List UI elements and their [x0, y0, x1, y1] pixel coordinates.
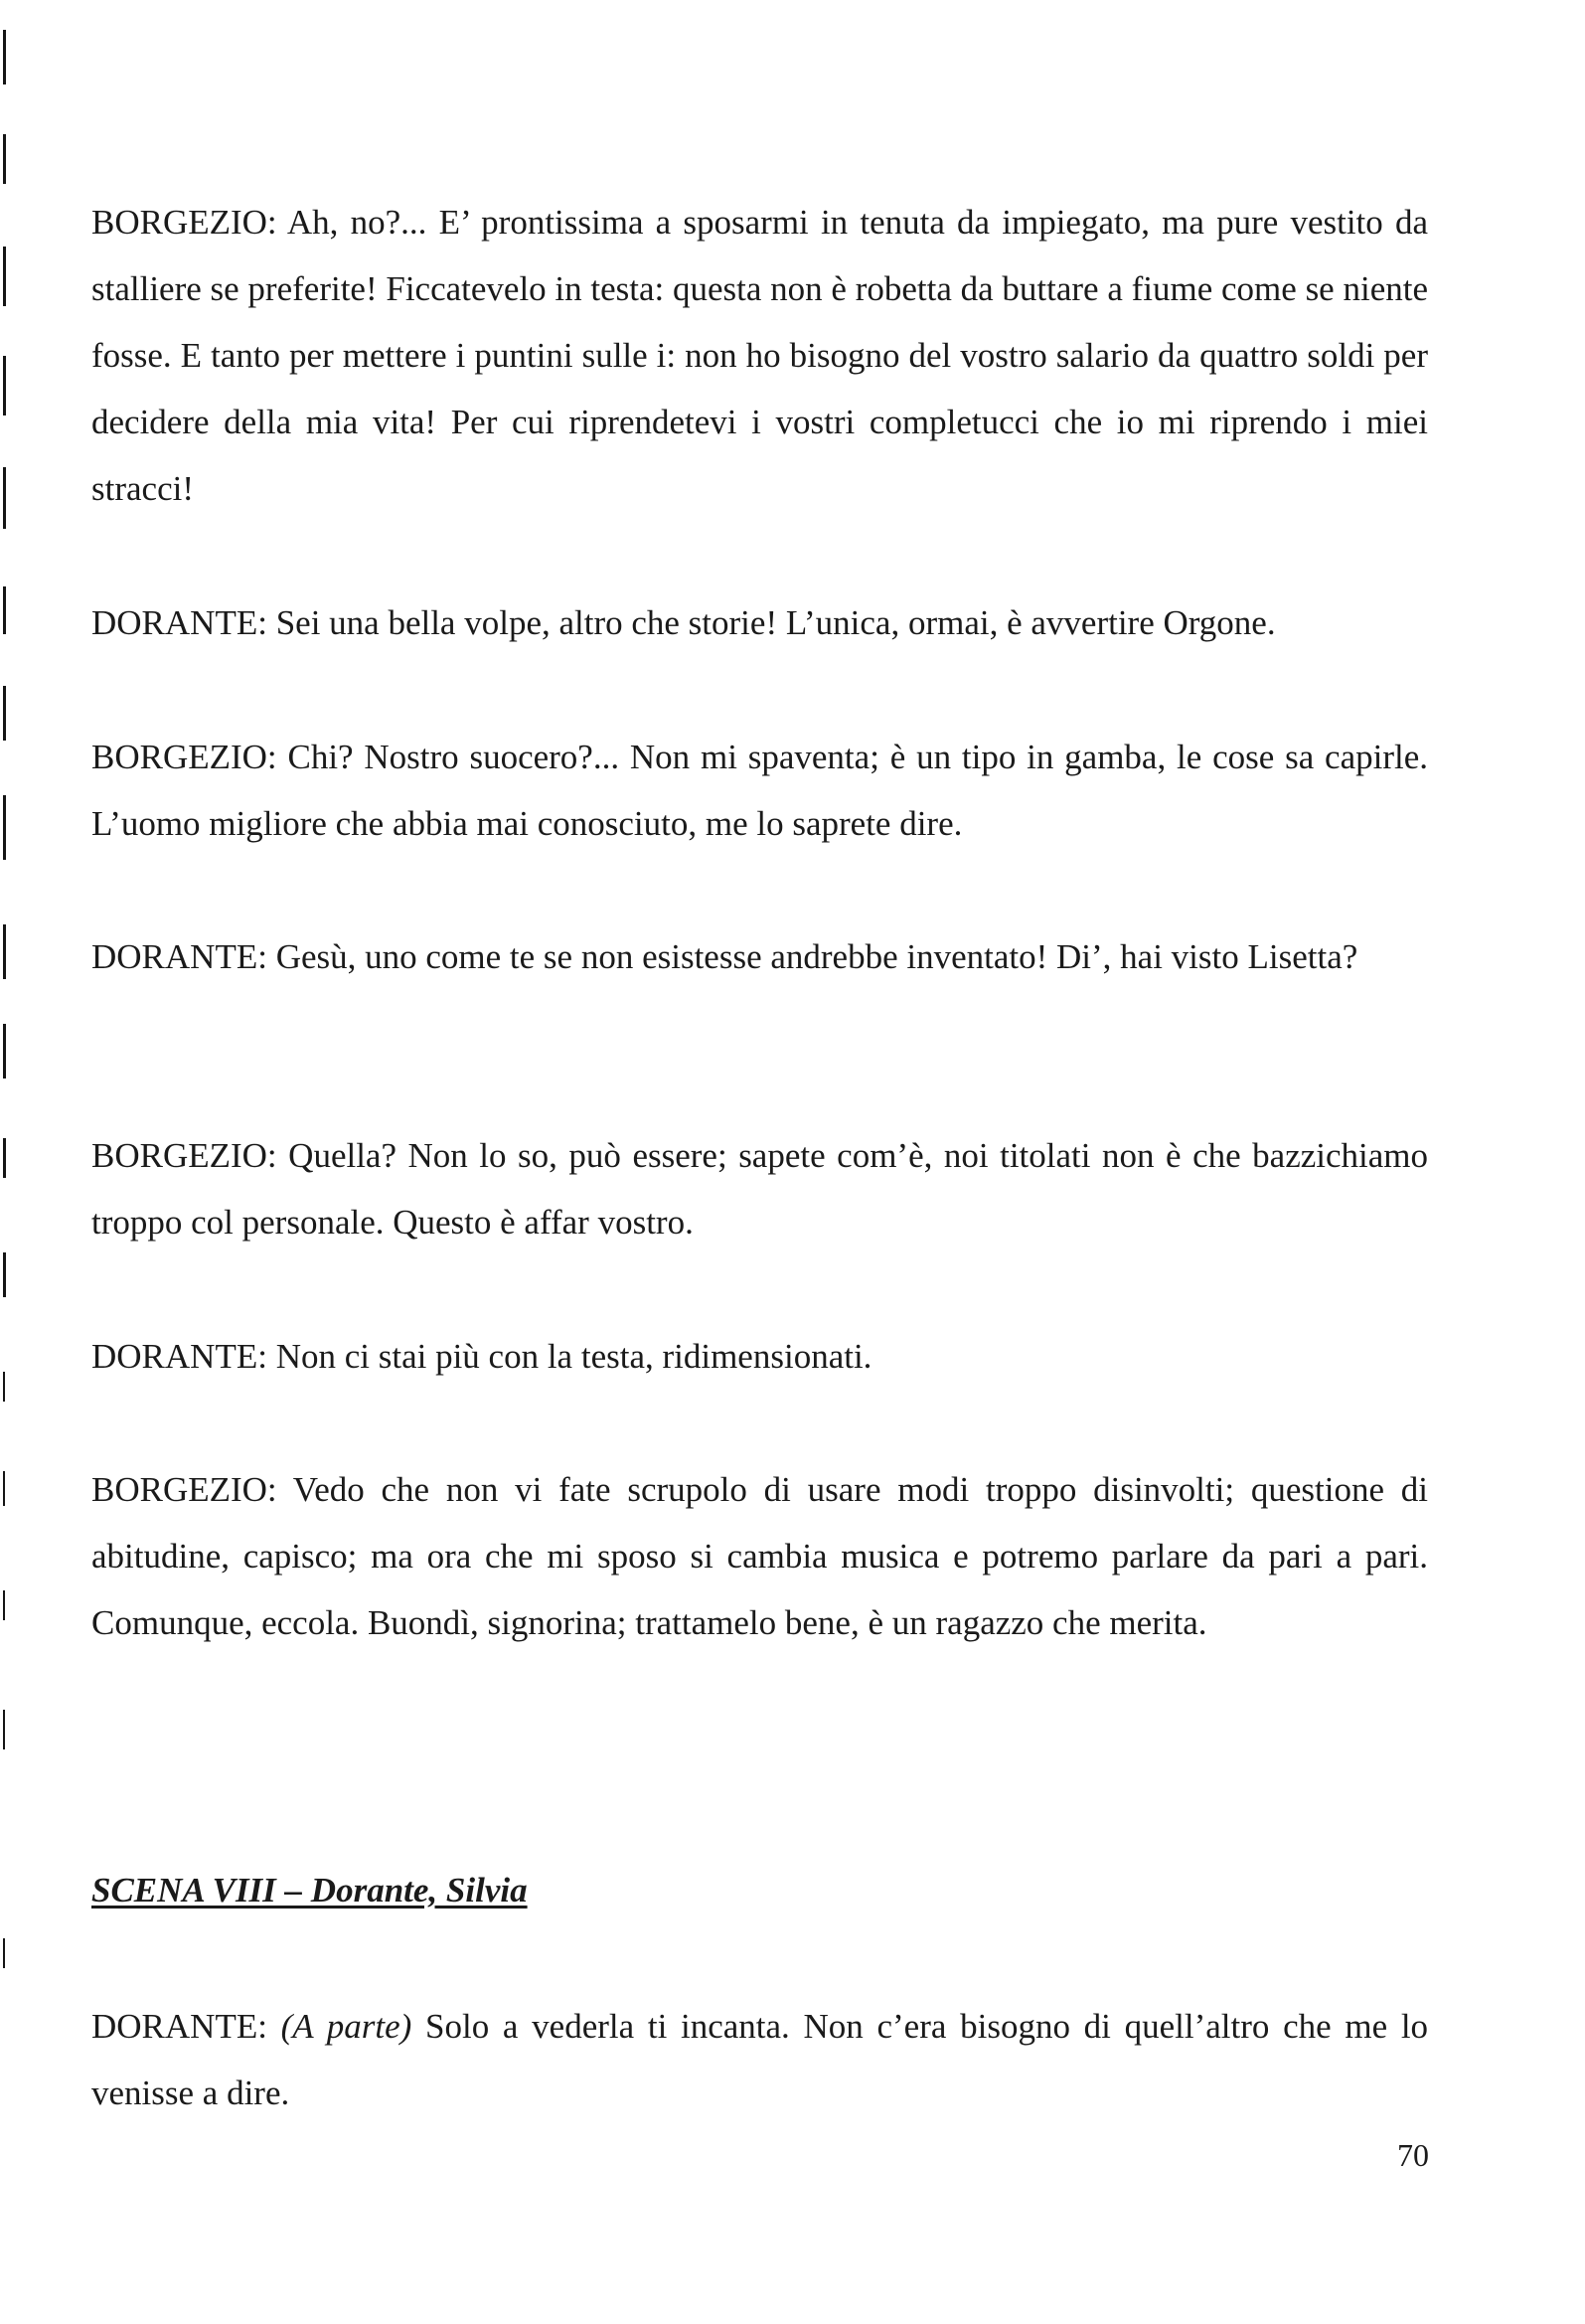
scan-edge-marks	[0, 0, 12, 2324]
speaker-name: DORANTE:	[91, 1337, 267, 1376]
dialogue-text: Chi? Nostro suocero?... Non mi spaventa; è un tipo in gamba, le cose sa capirle. L’uomo migliore che abbia mai conosciuto, me lo saprete dire.	[91, 738, 1429, 843]
speaker-name: DORANTE:	[91, 2007, 267, 2046]
dialogue-text: Non ci stai più con la testa, ridimensionati.	[275, 1337, 872, 1376]
dialogue-text: Quella? Non lo so, può essere; sapete com’è, noi titolati non è che bazzichiamo troppo col personale. Questo è affar vostro.	[91, 1136, 1428, 1242]
stage-direction: (A parte)	[280, 2007, 412, 2046]
paragraph-borgezio-4	[91, 1456, 1428, 1656]
paragraph-dorante-3	[91, 1323, 1428, 1390]
scene-heading: SCENA VIII – Dorante, Silvia	[91, 1871, 528, 1909]
paragraph-borgezio-2	[91, 724, 1428, 857]
speaker-name: BORGEZIO:	[91, 738, 277, 776]
dialogue-text: Sei una bella volpe, altro che storie! L’unica, ormai, è avvertire Orgone.	[275, 603, 1276, 642]
dialogue-text: Gesù, uno come te se non esistesse andrebbe inventato! Di’, hai visto Lisetta?	[275, 937, 1358, 976]
dialogue-text: Vedo che non vi fate scrupolo di usare modi troppo disinvolti; questione di abitudine, capisco; ma ora che mi sposo si cambia musica e potremo parlare da pari a pari. Comunque, eccola. Buondì, signorina; trattamelo bene, è un ragazzo che merita.	[91, 1470, 1428, 1642]
paragraph-dorante-1	[91, 589, 1428, 656]
speaker-name: BORGEZIO:	[91, 1136, 277, 1175]
paragraph-dorante-4	[91, 1993, 1428, 2126]
dialogue-text: Ah, no?... E’ prontissima a sposarmi in tenuta da impiegato, ma pure vestito da stalliere se preferite! Ficcatevelo in testa: questa non è robetta da buttare a fiume come se niente fosse. E tanto per mettere i puntini sulle i: non ho bisogno del vostro salario da quattro soldi per decidere della mia vita! Per cui riprendetevi i vostri completucci che io mi riprendo i miei stracci!	[91, 203, 1428, 508]
paragraph-dorante-2	[91, 923, 1428, 990]
speaker-name: DORANTE:	[91, 603, 267, 642]
paragraph-borgezio-1	[91, 189, 1428, 522]
speaker-name: BORGEZIO:	[91, 1470, 277, 1509]
speaker-name: DORANTE:	[91, 937, 267, 976]
page-number: 70	[1397, 2137, 1429, 2173]
speaker-name: BORGEZIO:	[91, 203, 277, 242]
dialogue-text: Solo a vederla ti incanta. Non c’era bisogno di quell’altro che me lo venisse a dire.	[91, 2007, 1429, 2112]
paragraph-borgezio-3	[91, 1122, 1428, 1255]
